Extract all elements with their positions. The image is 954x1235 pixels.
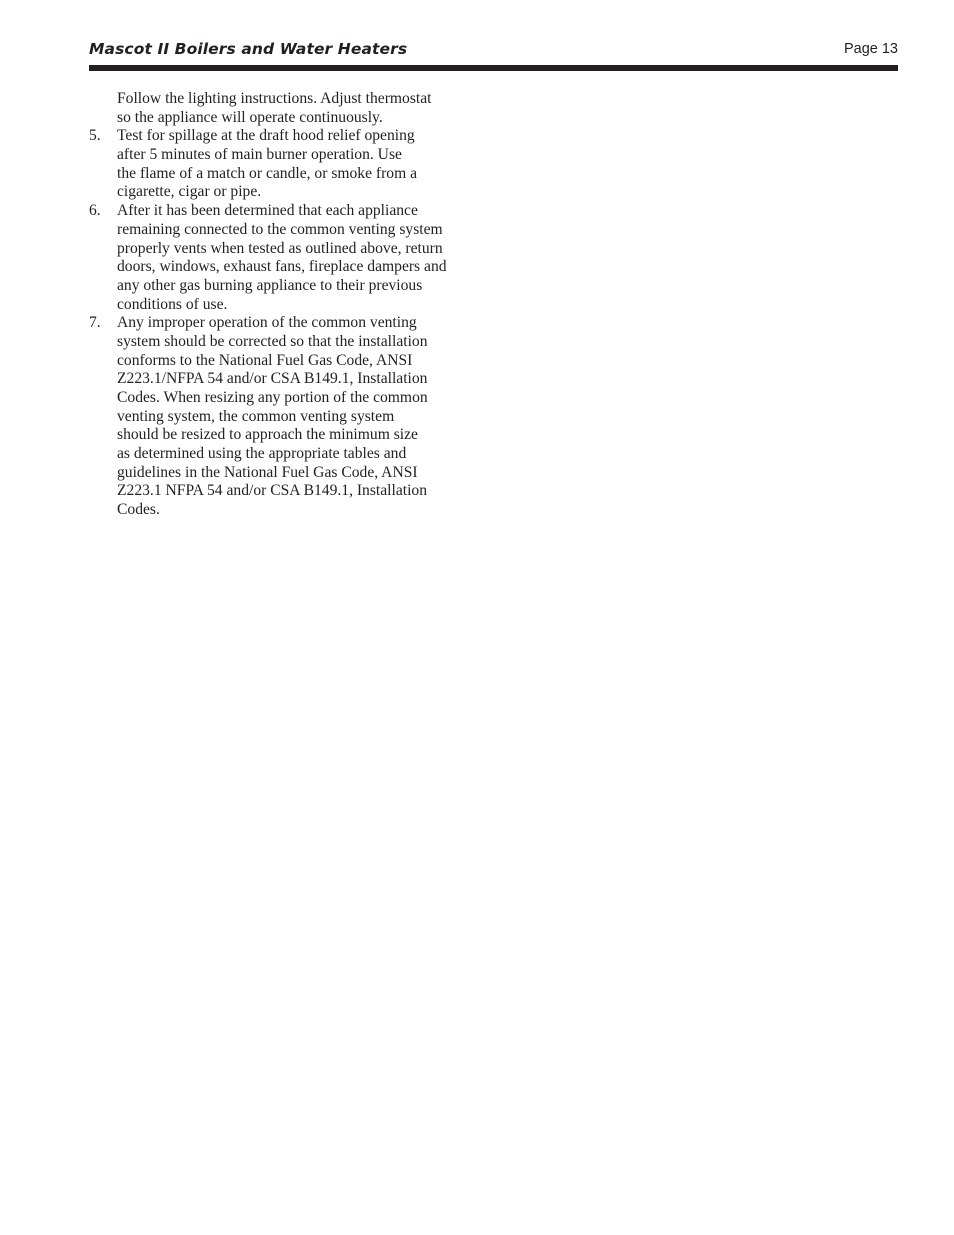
text-line: properly vents when tested as outlined above, return [117,239,443,257]
text-line: Z223.1/NFPA 54 and/or CSA B149.1, Installation [117,370,428,388]
text-line: Z223.1 NFPA 54 and/or CSA B149.1, Installation [117,482,428,500]
step-7 [89,314,489,520]
text-line: venting system, the common venting system [117,407,395,425]
step-number: 5. [89,127,101,145]
text-line: system should be corrected so that the installation [117,332,428,350]
page-header [89,38,898,62]
header-rule [89,65,898,71]
text-line: doors, windows, exhaust fans, fireplace dampers and [117,258,447,276]
step-5 [89,127,489,202]
text-line: should be resized to approach the minimum size [117,426,418,444]
text-line: any other gas burning appliance to their previous [117,276,423,294]
text-line: the flame of a match or candle, or smoke from a [117,164,418,182]
page-number: Page 13 [843,41,898,57]
text-line: guidelines in the National Fuel Gas Code, ANSI [117,463,418,481]
document-title: Mascot II Boilers and Water Heaters [89,40,408,58]
step-6 [89,202,489,314]
step-number: 6. [89,202,101,220]
text-line: 7. Any improper operation of the common venting [89,314,417,332]
text-line: as determined using the appropriate tables and [117,445,407,463]
text-line: cigarette, cigar or pipe. [117,183,262,201]
text-line: remaining connected to the common venting system [117,220,443,238]
continuation-paragraph [89,90,489,127]
text-line: Codes. [117,501,160,519]
text-line: 5. Test for spillage at the draft hood relief opening [89,127,415,145]
body-text [89,90,489,520]
text-line: Follow the lighting instructions. Adjust thermostat [117,90,432,107]
text-line: 6. After it has been determined that each appliance [89,202,418,220]
text-line: after 5 minutes of main burner operation. Use [117,146,402,164]
step-number: 7. [89,314,101,332]
text-line: conditions of use. [117,295,228,313]
text-line: Codes. When resizing any portion of the common [117,389,428,406]
text-line: conforms to the National Fuel Gas Code, ANSI [117,351,413,369]
text-line: so the appliance will operate continuously. [117,108,383,126]
